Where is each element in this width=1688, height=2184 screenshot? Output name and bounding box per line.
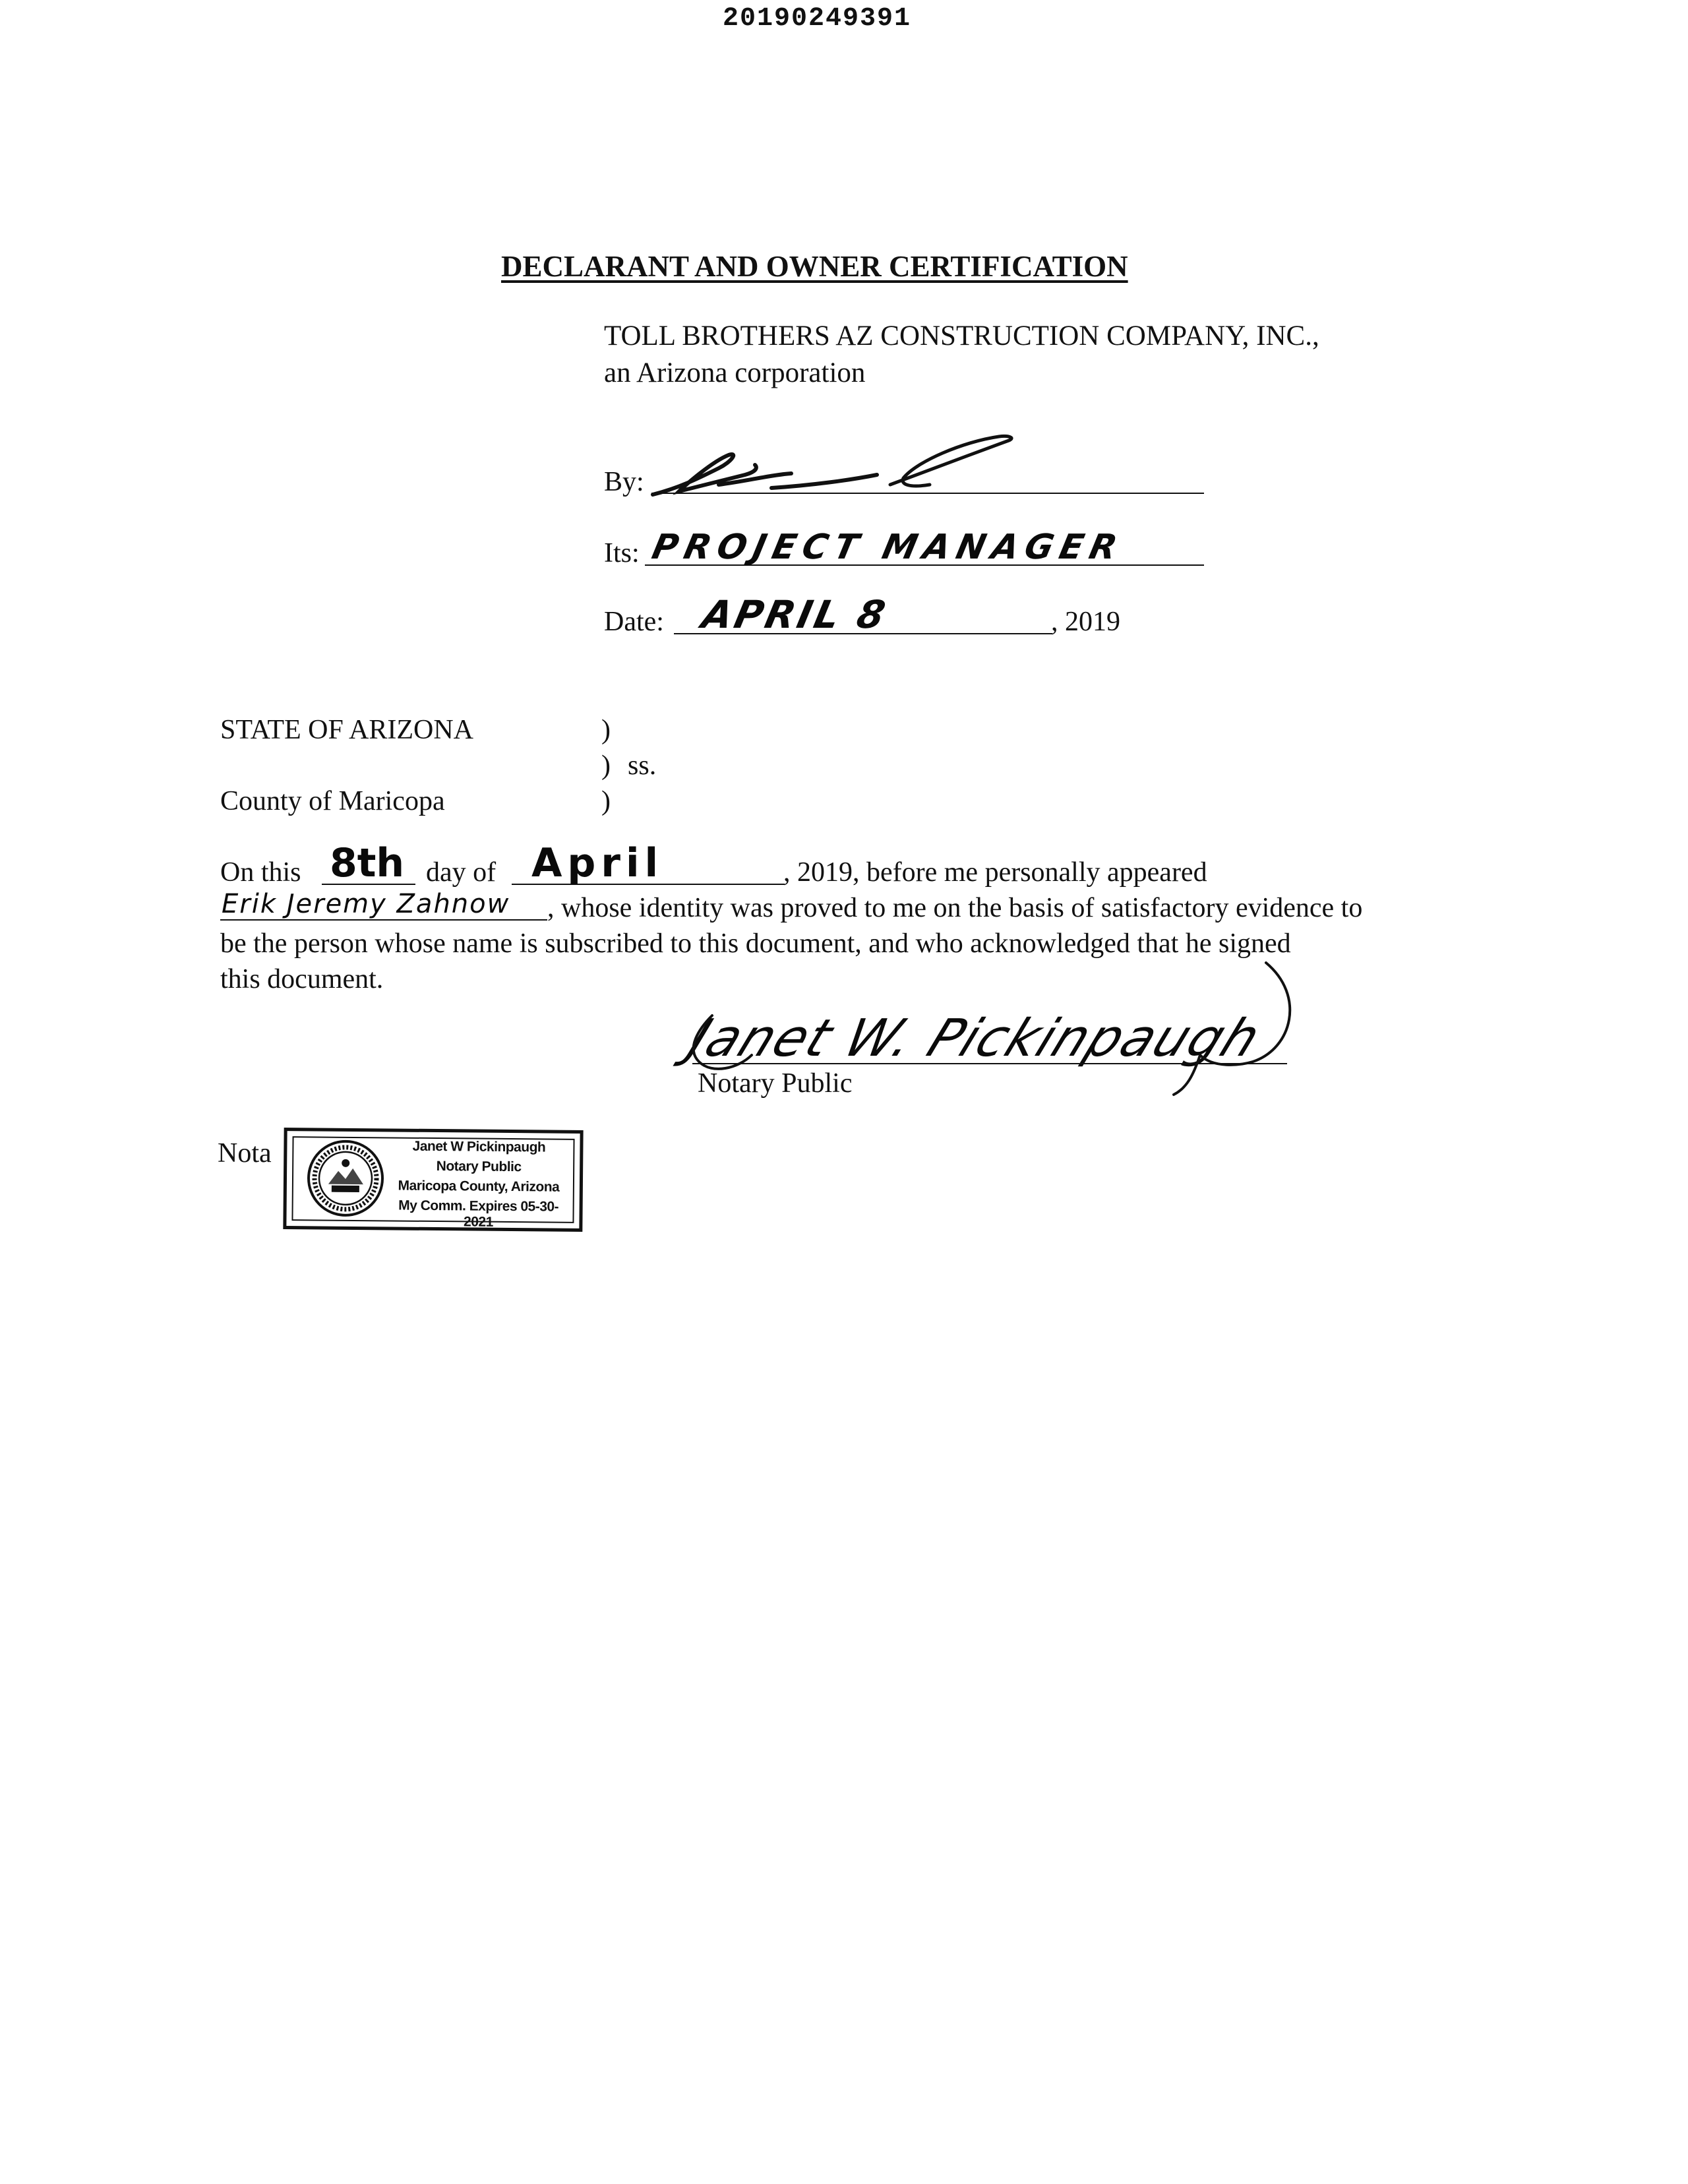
state-seal-icon xyxy=(305,1138,386,1219)
notary-public-label: Notary Public xyxy=(698,1068,853,1099)
date-label: Date: xyxy=(604,607,664,637)
stamp-name: Janet W Pickinpaugh xyxy=(412,1138,546,1155)
ack-day-value: 8th xyxy=(330,840,405,886)
ack-name-value: Erik Jeremy Zahnow xyxy=(222,889,510,919)
document-title: DECLARANT AND OWNER CERTIFICATION xyxy=(501,250,1128,283)
venue-paren-1: ) xyxy=(601,715,611,745)
ack-on-this: On this xyxy=(220,857,301,888)
date-value: APRIL 8 xyxy=(698,592,892,637)
stamp-county: Maricopa County, Arizona xyxy=(398,1178,560,1195)
state-label: STATE OF ARIZONA xyxy=(220,715,473,745)
venue-paren-2: ) xyxy=(601,750,611,781)
ack-line4: this document. xyxy=(220,964,384,994)
notary-signature: Janet W. Pickinpaugh xyxy=(680,1009,1270,1068)
notary-stamp xyxy=(283,1128,583,1232)
date-year: , 2019 xyxy=(1051,607,1120,637)
company-name: TOLL BROTHERS AZ CONSTRUCTION COMPANY, INC., xyxy=(604,320,1319,351)
venue-paren-3: ) xyxy=(601,786,611,816)
ack-month-value: April xyxy=(531,840,664,886)
ack-line2-rest: , whose identity was proved to me on the basis of satisfactory evidence to xyxy=(547,893,1363,923)
by-label: By: xyxy=(604,467,644,497)
ack-line1-rest: , 2019, before me personally appeared xyxy=(783,857,1207,888)
notary-seal-label: Nota xyxy=(218,1138,272,1168)
company-description: an Arizona corporation xyxy=(604,357,866,388)
declarant-signature xyxy=(640,422,1035,508)
stamp-title: Notary Public xyxy=(436,1159,522,1175)
stamp-expires: My Comm. Expires 05-30-2021 xyxy=(398,1198,559,1230)
document-number: 20190249391 xyxy=(723,4,912,34)
ss-label: ss. xyxy=(628,750,657,781)
ack-line3: be the person whose name is subscribed to this document, and who acknowledged that he signed xyxy=(220,928,1291,959)
ack-day-of: day of xyxy=(426,857,497,888)
its-value: PROJECT MANAGER xyxy=(648,528,1128,567)
ack-name-line xyxy=(220,919,547,921)
notary-signature-line xyxy=(692,1063,1287,1064)
county-label: County of Maricopa xyxy=(220,786,445,816)
its-label: Its: xyxy=(604,538,640,568)
